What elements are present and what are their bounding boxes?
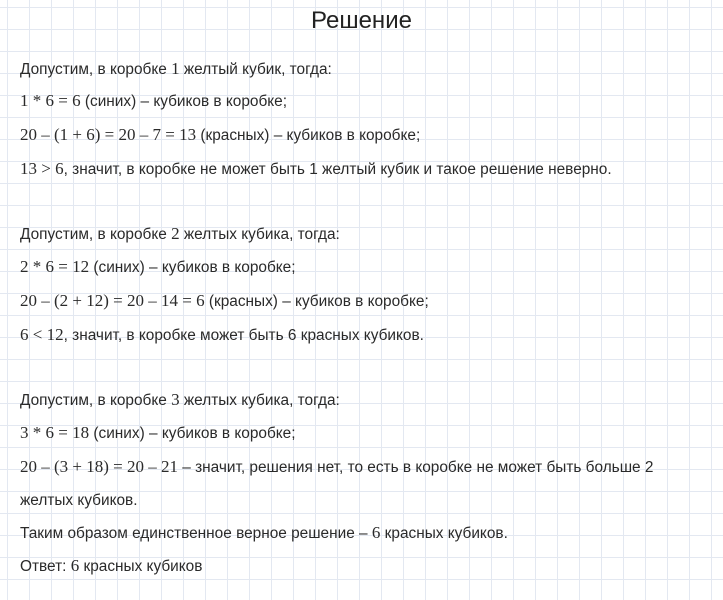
line-math: 20 – (2 + 12) = 20 – 14 = 6 <box>20 291 205 310</box>
line-math: 2 * 6 = 12 <box>20 257 90 276</box>
solution-line-8 <box>20 325 424 346</box>
solution-line-6 <box>20 257 296 278</box>
answer-line <box>20 556 202 577</box>
line-text: (синих) – кубиков в коробке; <box>89 259 296 276</box>
line-text: , значит, в коробке не может быть 1 желтый кубик и такое решение неверно. <box>63 161 612 178</box>
line-text: желтых кубика, тогда: <box>179 392 340 409</box>
line-text: красных кубиков <box>79 558 203 575</box>
line-text: желтых кубиков. <box>20 492 138 509</box>
line-text: (синих) – кубиков в коробке; <box>80 93 288 110</box>
line-math: 6 <box>70 556 80 575</box>
line-math: 1 * 6 = 6 <box>20 91 81 110</box>
line-math: 2 <box>171 224 180 243</box>
line-math: 20 – (3 + 18) = 20 – 21 <box>20 457 178 476</box>
line-text: Таким образом единственное верное решение – <box>20 525 372 542</box>
line-text: красных кубиков. <box>380 525 508 542</box>
line-text: (синих) – кубиков в коробке; <box>89 425 296 442</box>
solution-line-11 <box>20 457 653 478</box>
solution-line-5 <box>20 224 340 245</box>
line-text: – значит, решения нет, то есть в коробке не может быть больше 2 <box>178 459 654 476</box>
line-text: (красных) – кубиков в коробке; <box>204 293 429 310</box>
solution-line-9 <box>20 390 340 411</box>
line-text: Допустим, в коробке <box>20 392 172 409</box>
page-title: Решение <box>311 7 412 34</box>
line-text: желтых кубика, тогда: <box>179 226 340 243</box>
line-math: 6 < 12 <box>20 325 64 344</box>
solution-line-4 <box>20 159 612 180</box>
line-text: , значит, в коробке может быть 6 красных кубиков. <box>63 327 424 344</box>
solution-line-3 <box>20 125 420 146</box>
solution-line-13 <box>20 523 508 544</box>
line-text: Ответ: <box>20 558 71 575</box>
line-math: 3 <box>171 390 180 409</box>
line-math: 3 * 6 = 18 <box>20 423 90 442</box>
line-text: Допустим, в коробке <box>20 226 172 243</box>
line-text: (красных) – кубиков в коробке; <box>196 127 421 144</box>
line-math: 13 > 6 <box>20 159 64 178</box>
line-math: 6 <box>371 523 381 542</box>
solution-line-2 <box>20 91 287 112</box>
solution-line-7 <box>20 291 429 312</box>
line-math: 1 <box>171 59 180 78</box>
solution-line-10 <box>20 423 296 444</box>
line-math: 20 – (1 + 6) = 20 – 7 = 13 <box>20 125 197 144</box>
line-text: желтый кубик, тогда: <box>179 61 332 78</box>
line-text: Допустим, в коробке <box>20 61 172 78</box>
solution-line-12 <box>20 490 138 511</box>
solution-line-1 <box>20 59 332 80</box>
